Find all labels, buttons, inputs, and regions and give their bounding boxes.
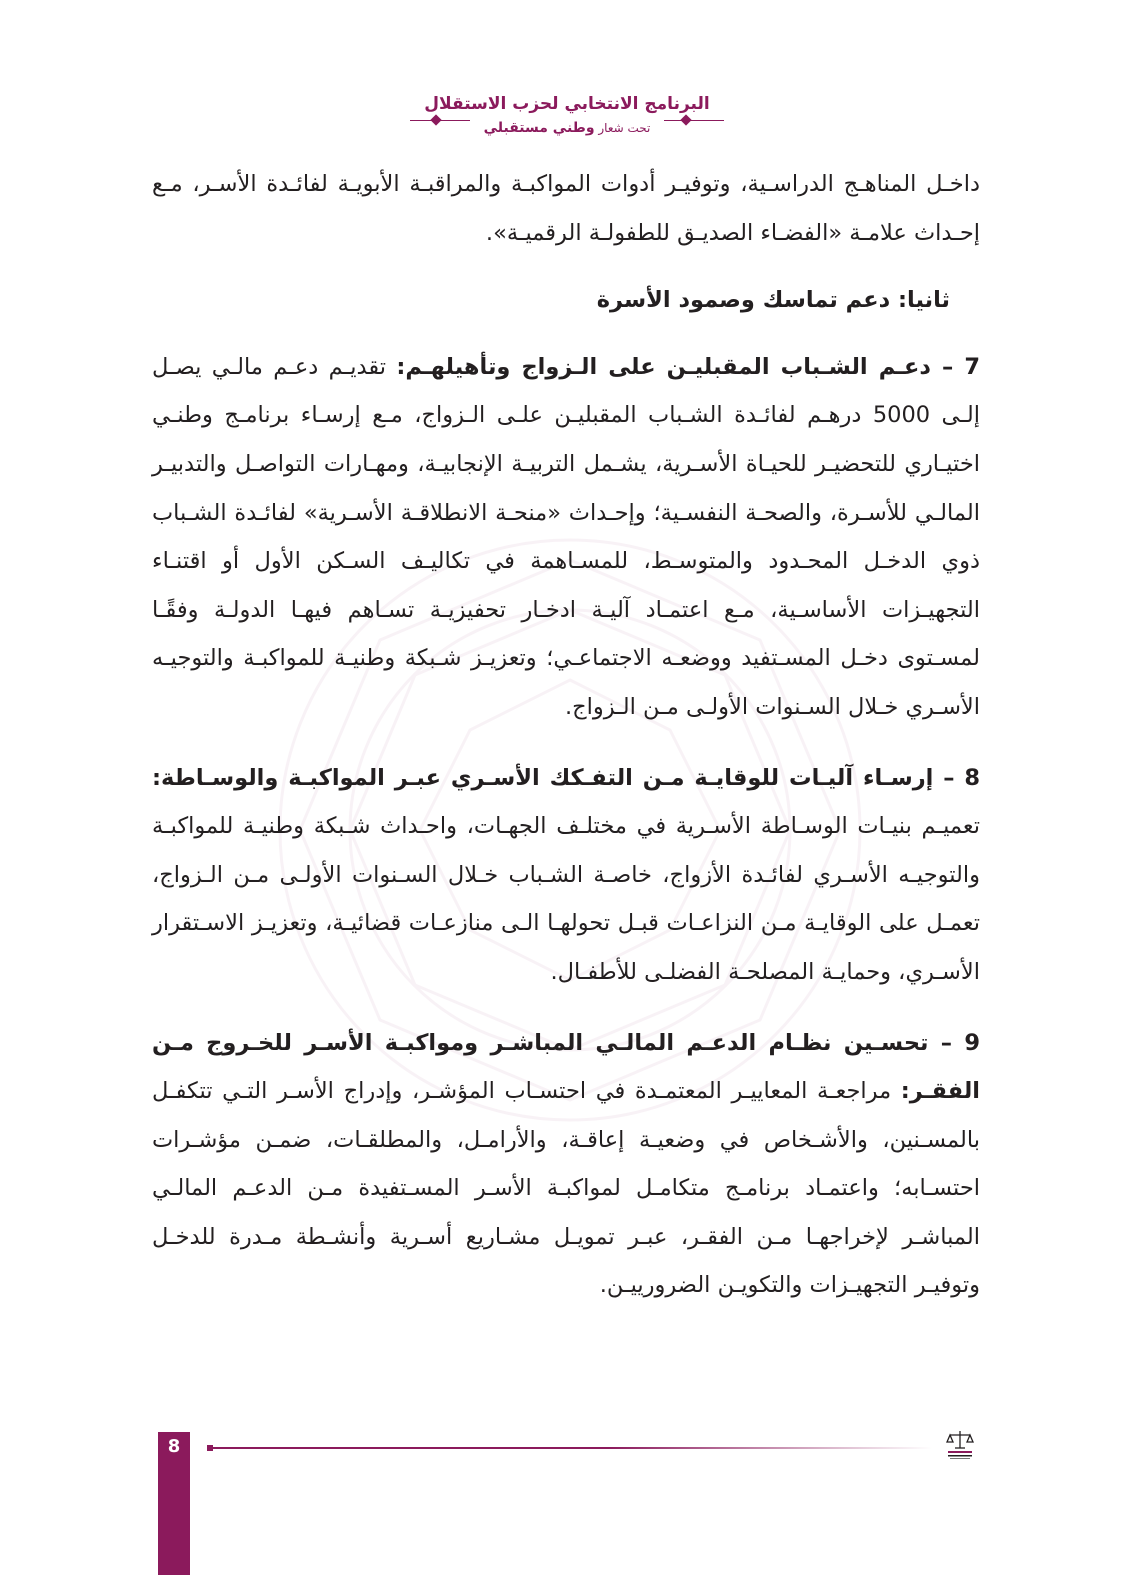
item-7-title: 7 – دعـم الشـباب المقبليـن على الـزواج وتأهيلهـم: xyxy=(396,353,980,380)
item-7 xyxy=(152,343,980,732)
item-8 xyxy=(152,754,980,997)
page-content xyxy=(152,160,980,1310)
item-9 xyxy=(152,1019,980,1311)
item-9-text: مراجعـة المعاييـر المعتمـدة في احتسـاب المؤشـر، وإدراج الأسـر التـي تتكفـل بالمسـنين، والأشـخاص في وضعيـة إعاقـة، والأرامـل، والمطلقـات، ضمـن مؤشـرات احتسـابه؛ واعتمـاد برنامـج متكامـل لمواكبـة الأسـر المسـتفيدة مـن الدعـم المالـي المباشـر لإخراجهـا مـن الفقـر، عبـر تمويـل مشـاريع أسـرية وأنشـطة مـدرة للدخـل وتوفيـر التجهيـزات والتكويـن الضرورييـن. xyxy=(152,1078,980,1299)
item-9-title: 9 – تحسـين نظـام الدعـم المالـي المباشـر ومواكبـة الأسـر للخـروج مـن الفقـر: xyxy=(152,1029,980,1105)
footer-divider xyxy=(212,1447,932,1449)
header-subtitle-prefix: تحت شعار xyxy=(598,121,651,135)
page-header xyxy=(0,92,1134,152)
header-slogan: وطني مستقبلي xyxy=(483,120,595,136)
party-logo-scales-icon xyxy=(944,1428,976,1462)
item-8-title: 8 – إرسـاء آليـات للوقايـة مـن التفـكك الأسـري عبـر المواكبـة والوسـاطة: xyxy=(152,764,980,791)
header-subtitle xyxy=(0,120,1134,136)
item-7-text: تقديـم دعـم مالـي يصـل إلـى 5000 درهـم لفائـدة الشـباب المقبليـن علـى الـزواج، مـع إرسـاء برنامـج وطنـي اختيـاري للتحضيـر للحيـاة الأسـرية، يشـمل التربيـة الإنجابيـة، ومهـارات التواصـل والتدبيـر المالـي للأسـرة، والصحـة النفسـية؛ وإحـداث «منحـة الانطلاقـة الأسـرية» لفائـدة الشـباب ذوي الدخـل المحـدود والمتوسـط، للمسـاهمة في تكاليـف السـكن الأول أو اقتنـاء التجهيـزات الأساسـية، مـع اعتمـاد آليـة ادخـار تحفيزيـة تسـاهم فيهـا الدولـة وفقًـا لمسـتوى دخـل المسـتفيد ووضعـه الاجتماعـي؛ وتعزيـز شـبكة وطنيـة للمواكبـة والتوجيـه الأسـري خـلال السـنوات الأولـى مـن الـزواج. xyxy=(152,353,980,720)
intro-paragraph: داخـل المناهـج الدراسـية، وتوفيـر أدوات المواكبـة والمراقبـة الأبويـة لفائـدة الأسـر، مـع إحـداث علامـة «الفضـاء الصديـق للطفولـة الرقميـة». xyxy=(152,171,980,246)
section-title: ثانيا: دعم تماسك وصمود الأسرة xyxy=(596,287,950,314)
header-title: البرنامج الانتخابي لحزب الاستقلال xyxy=(424,94,710,114)
page-number: 8 xyxy=(167,1436,181,1457)
item-8-text: تعميـم بنيـات الوسـاطة الأسـرية في مختلـف الجهـات، واحـداث شـبكة وطنيـة للمواكبـة والتوجيـه الأسـري لفائـدة الأزواج، خاصـة الشـباب خـلال السـنوات الأولـى مـن الـزواج، تعمـل على الوقايـة مـن النزاعـات قبـل تحولهـا الـى منازعـات قضائيـة، وتعزيـز الاسـتقرار الأسـري، وحمايـة المصلحـة الفضلـى للأطفـال. xyxy=(152,813,980,985)
